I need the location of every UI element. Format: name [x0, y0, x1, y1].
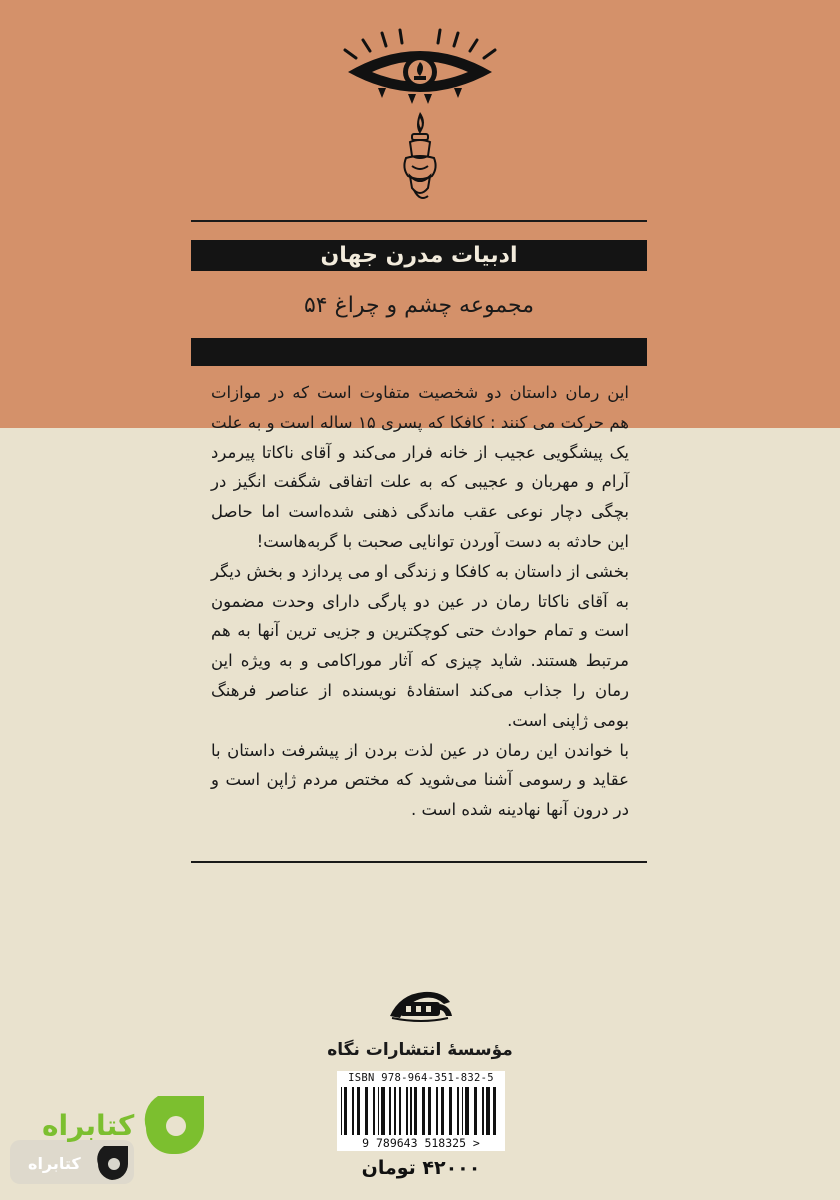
- barcode-bar: [399, 1087, 401, 1135]
- barcode-bar: [436, 1087, 438, 1135]
- barcode-bar: [410, 1087, 411, 1135]
- barcode-bar: [406, 1087, 408, 1135]
- barcode-bar: [482, 1087, 484, 1135]
- barcode-bar: [381, 1087, 384, 1135]
- barcode-bar: [449, 1087, 452, 1135]
- barcode-bars: [341, 1087, 501, 1135]
- barcode-bar: [465, 1087, 468, 1135]
- barcode-bar: [486, 1087, 489, 1135]
- blurb-paragraph: با خواندن این رمان در عین لذت بردن از پیشرفت داستان با عقاید و رسومی آشنا می‌شوید که مختص مردم ژاپن است و در درون آنها نهادینه شده است .: [211, 740, 629, 820]
- watermark-small-text: کتابراه: [28, 1154, 81, 1173]
- barcode-bar: [344, 1087, 347, 1135]
- blurb-paragraph: این رمان داستان دو شخصیت متفاوت است که در موازات هم حرکت می کنند : کافکا که پسری ۱۵ ساله است و به علت یک پیشگویی عجیب از خانه فرار می‌کند و آقای ناکاتا پیرمرد آرام و مهربان و عجیبی که به علت اتفاقی شگفت انگیز در بچگی دچار نوعی عقب ماندگی ذهنی شده‌است اما حاصل این حادثه به دست آوردن توانایی صحبت با گربه‌هاست!: [211, 383, 629, 551]
- series-title: ادبیات مدرن جهان: [191, 240, 647, 271]
- isbn-barcode: [337, 1071, 505, 1151]
- negah-publisher-logo-icon: [382, 986, 458, 1026]
- barcode-bar: [474, 1087, 477, 1135]
- ketabrah-watermark-logo-icon: [8, 1092, 218, 1192]
- barcode-digits: 9 789643 518325 >: [362, 1136, 480, 1150]
- price-label: ۴۲۰۰۰ تومان: [361, 1157, 481, 1179]
- barcode-bar: [378, 1087, 379, 1135]
- series-subtitle: مجموعه چشم و چراغ ۵۴: [303, 293, 535, 318]
- publisher-name: مؤسسهٔ انتشارات نگاه: [327, 1040, 513, 1060]
- barcode-bar: [341, 1087, 342, 1135]
- bottom-divider-line: [191, 861, 647, 863]
- top-divider-line: [191, 220, 647, 222]
- isbn-label: ISBN 978-964-351-832-5: [348, 1072, 494, 1084]
- barcode-bar: [357, 1087, 360, 1135]
- barcode-bar: [352, 1087, 354, 1135]
- barcode-bar: [414, 1087, 417, 1135]
- blurb-paragraph: بخشی از داستان به کافکا و زندگی او می پردازد و بخش دیگر به آقای ناکاتا رمان در عین دو پارگی دارای وحدت مضمون است و تمام حوادث حتی کوچکترین و جزیی ترین آنها به هم مرتبط هستند. شاید چیزی که آثار موراکامی و به ویژه این رمان را جذاب می‌کند استفادهٔ نویسنده از عناصر فرهنگ بومی ژاپنی است.: [211, 561, 629, 730]
- barcode-bar: [428, 1087, 431, 1135]
- barcode-bar: [389, 1087, 390, 1135]
- watermark-text: کتابراه: [42, 1109, 135, 1142]
- barcode-bar: [365, 1087, 368, 1135]
- eye-and-lamp-emblem-icon: [0, 0, 840, 215]
- barcode-bar: [373, 1087, 375, 1135]
- barcode-bar: [493, 1087, 496, 1135]
- barcode-bar: [462, 1087, 463, 1135]
- barcode-bar: [422, 1087, 425, 1135]
- barcode-bar: [457, 1087, 459, 1135]
- book-blurb: [211, 378, 629, 825]
- barcode-bar: [394, 1087, 396, 1135]
- barcode-bar: [441, 1087, 444, 1135]
- decorative-black-bar: [191, 338, 647, 366]
